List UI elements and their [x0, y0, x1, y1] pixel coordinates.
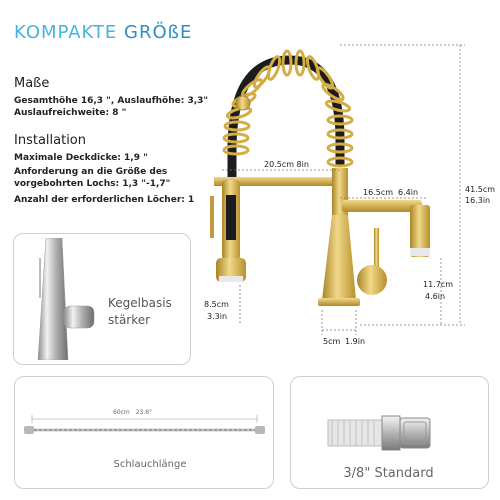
connector-image — [320, 412, 440, 456]
masse-line-1: Gesamthöhe 16,3 ", Auslaufhöhe: 3,3" — [14, 96, 209, 106]
installation-line-4: Anzahl der erforderlichen Löcher: 1 — [14, 195, 195, 205]
masse-line-2: Auslaufreichweite: 8 " — [14, 108, 127, 118]
dim-base-width-in: 1.9in — [345, 337, 366, 346]
masse-heading: Maße — [14, 76, 50, 91]
dim-base-height-in: 3.3in — [207, 312, 228, 321]
hose-length-in: 23.6" — [135, 409, 152, 416]
chrome-base-image — [20, 238, 100, 360]
dim-total-cm: 41.5cm — [465, 185, 496, 194]
title-part1: KOMPAKTE — [14, 22, 125, 43]
page-title — [14, 22, 192, 43]
hose-caption: Schlauchlänge — [113, 459, 187, 470]
hose-length-cm: 60cm — [113, 409, 130, 416]
installation-line-3: vorgebohrten Lochs: 1,3 "-1,7" — [14, 179, 171, 189]
dimension-lines — [190, 40, 490, 360]
hose-length-label — [113, 409, 152, 416]
inset-label — [108, 295, 172, 329]
title-part2: GRÖßE — [124, 22, 193, 43]
dim-reach: 20.5cm 8in — [264, 160, 309, 169]
dim-spout-height-cm: 11.7cm — [423, 280, 454, 289]
connector-caption: 3/8" Standard — [343, 466, 434, 481]
dim-total-in: 16.3in — [465, 196, 491, 205]
dim-base-height-cm: 8.5cm — [204, 300, 229, 309]
dim-spout-cm: 16.5cm — [363, 188, 394, 197]
inset-label-line2: stärker — [108, 313, 151, 327]
inset-label-line1: Kegelbasis — [108, 296, 172, 310]
installation-line-1: Maximale Deckdicke: 1,9 " — [14, 153, 148, 163]
installation-heading: Installation — [14, 133, 87, 148]
dim-spout-in: 6.4in — [398, 188, 419, 197]
dim-spout-height-in: 4.6in — [425, 292, 446, 301]
installation-line-2: Anforderung an die Größe des — [14, 167, 168, 177]
dim-base-width-cm: 5cm — [323, 337, 341, 346]
